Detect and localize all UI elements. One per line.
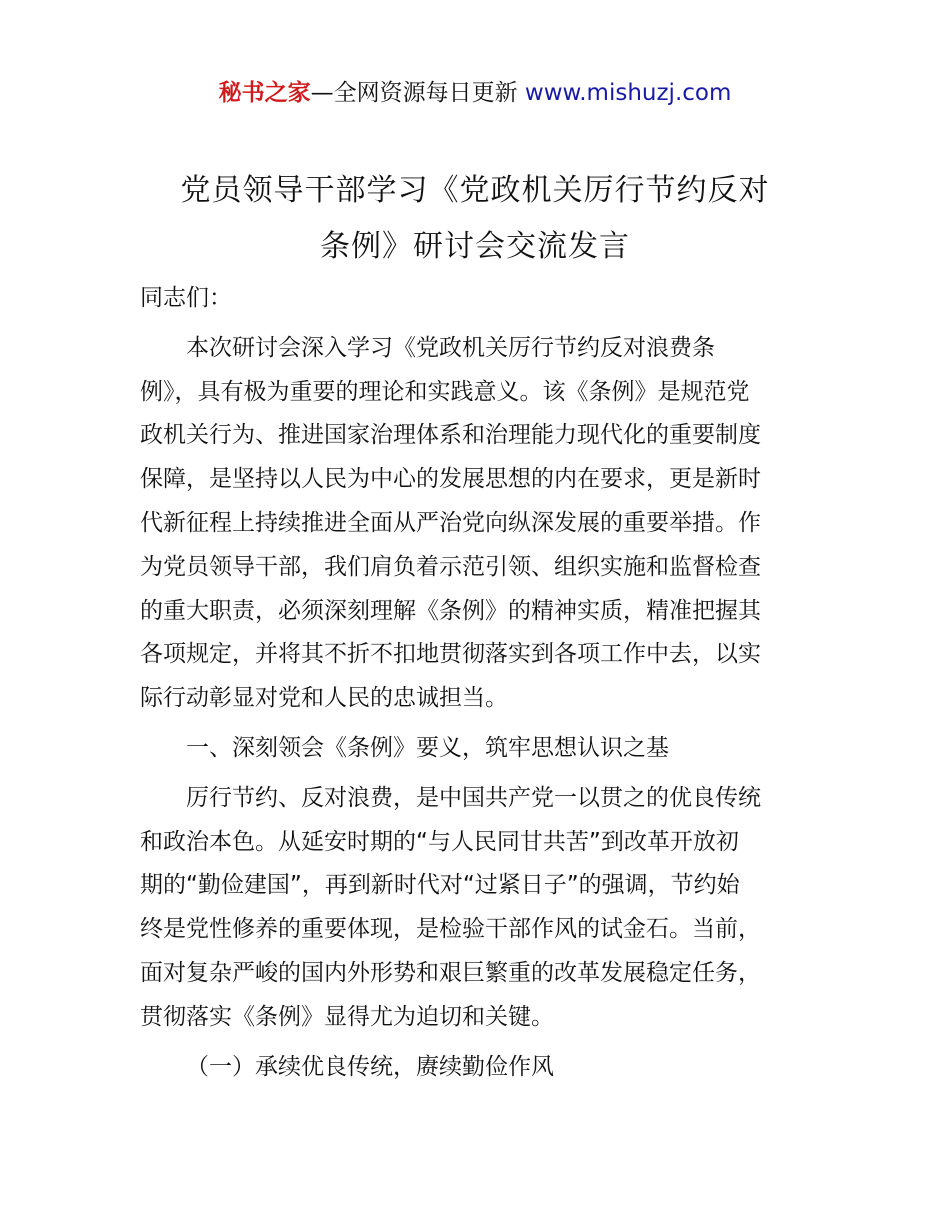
text-line: 各项规定，并将其不折不扣地贯彻落实到各项工作中去，以实 xyxy=(140,641,761,668)
section-heading-1: 一、深刻领会《条例》要义，筑牢思想认识之基 xyxy=(186,734,669,761)
section-1-paragraph xyxy=(140,777,812,1040)
title-line-2: 条例》研讨会交流发言 xyxy=(320,229,630,264)
text-line: 终是党性修养的重要体现，是检验干部作风的试金石。当前， xyxy=(140,916,761,943)
text-line: 代新征程上持续推进全面从严治党向纵深发展的重要举措。作 xyxy=(140,509,761,536)
subsection-heading-1: （一）承续优良传统，赓续勤俭作风 xyxy=(186,1053,554,1080)
text-line: 面对复杂严峻的国内外形势和艰巨繁重的改革发展稳定任务， xyxy=(140,959,761,986)
text-line: 为党员领导干部，我们肩负着示范引领、组织实施和监督检查 xyxy=(140,553,761,580)
text-line: 政机关行为、推进国家治理体系和治理能力现代化的重要制度 xyxy=(140,422,761,449)
text-line: 期的“勤俭建国”，再到新时代对“过紧日子”的强调，节约始 xyxy=(140,872,740,899)
site-url-link[interactable]: www.mishuzj.com xyxy=(524,80,732,106)
text-line: 厉行节约、反对浪费，是中国共产党一以贯之的优良传统 xyxy=(186,784,761,811)
text-line: 本次研讨会深入学习《党政机关厉行节约反对浪费条 xyxy=(186,334,715,361)
title-line-1: 党员领导干部学习《党政机关厉行节约反对 xyxy=(180,173,770,208)
text-line: 和政治本色。从延安时期的“与人民同甘共苦”到改革开放初 xyxy=(140,828,739,855)
text-line: 的重大职责，必须深刻理解《条例》的精神实质，精准把握其 xyxy=(140,597,761,624)
header-tagline: —全网资源每日更新 xyxy=(310,80,525,106)
document-body xyxy=(140,277,812,1089)
text-line: 贯彻落实《条例》显得尤为迫切和关键。 xyxy=(140,1003,554,1030)
site-header xyxy=(0,76,950,110)
text-line: 际行动彰显对党和人民的忠诚担当。 xyxy=(140,685,508,712)
text-line: 例》，具有极为重要的理论和实践意义。该《条例》是规范党 xyxy=(140,378,750,405)
document-title xyxy=(100,163,850,275)
salutation: 同志们： xyxy=(140,285,232,311)
intro-paragraph xyxy=(140,327,812,721)
text-line: 保障，是坚持以人民为中心的发展思想的内在要求，更是新时 xyxy=(140,466,761,493)
brand-name: 秘书之家 xyxy=(218,80,311,106)
